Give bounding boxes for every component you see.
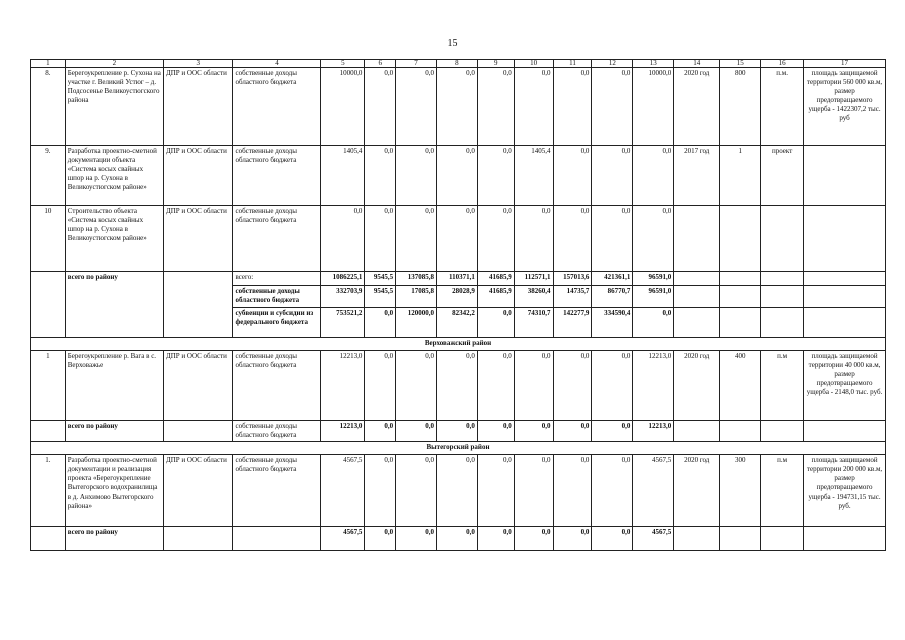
budget-table	[30, 59, 886, 551]
unit: проект	[761, 146, 804, 206]
col-number: 12	[592, 60, 633, 68]
col-number: 2	[65, 60, 163, 68]
capacity: 400	[720, 351, 761, 421]
value-cell: 137085,8	[396, 272, 437, 286]
value-cell: 0,0	[365, 351, 396, 421]
row-number: 8.	[31, 68, 66, 146]
value-cell: 0,0	[396, 146, 437, 206]
district-total-label: всего по району	[65, 527, 163, 551]
completion-year: 2020 год	[674, 455, 720, 527]
value-cell: 0,0	[553, 206, 592, 272]
value-cell: 0,0	[477, 206, 514, 272]
section-title: Вытегорский район	[31, 442, 886, 455]
row-number: 9.	[31, 146, 66, 206]
value-cell: 0,0	[592, 146, 633, 206]
blank-cell	[31, 527, 66, 551]
value-cell: 0,0	[514, 527, 553, 551]
value-cell: 334590,4	[592, 308, 633, 338]
blank-cell	[720, 286, 761, 308]
value-cell: 0,0	[553, 527, 592, 551]
value-cell: 421361,1	[592, 272, 633, 286]
value-cell: 0,0	[365, 421, 396, 442]
value-cell: 10000,0	[633, 68, 674, 146]
value-cell: 0,0	[592, 527, 633, 551]
value-cell: 142277,9	[553, 308, 592, 338]
table-row	[31, 455, 886, 527]
blank-cell	[761, 272, 804, 286]
col-number: 8	[436, 60, 477, 68]
value-cell: 0,0	[396, 68, 437, 146]
value-cell: 0,0	[477, 421, 514, 442]
blank-cell	[720, 308, 761, 338]
value-cell: 0,0	[396, 527, 437, 551]
project-name: Берегоукрепление р. Вага в с. Верховажье	[65, 351, 163, 421]
blank-cell	[674, 308, 720, 338]
value-cell: 1405,4	[321, 146, 365, 206]
value-cell: 9545,5	[365, 272, 396, 286]
effect	[804, 146, 886, 206]
value-cell: 0,0	[436, 527, 477, 551]
value-cell: 0,0	[321, 206, 365, 272]
col-number: 10	[514, 60, 553, 68]
funding-source: собственные доходы областного бюджета	[233, 455, 321, 527]
value-cell: 0,0	[514, 455, 553, 527]
funding-source: собственные доходы областного бюджета	[233, 146, 321, 206]
col-number: 15	[720, 60, 761, 68]
value-cell: 9545,5	[365, 286, 396, 308]
value-cell: 12213,0	[633, 351, 674, 421]
blank-cell	[31, 272, 66, 338]
value-cell: 96591,0	[633, 286, 674, 308]
column-number-row	[31, 60, 886, 68]
value-cell: 0,0	[396, 455, 437, 527]
value-cell: 1086225,1	[321, 272, 365, 286]
blank-cell	[720, 421, 761, 442]
value-cell: 12213,0	[633, 421, 674, 442]
project-name: Берегоукрепление р. Сухона на участке г. Великий Устюг – д. Подсосенье Великоустюгского района	[65, 68, 163, 146]
value-cell: 0,0	[553, 351, 592, 421]
funding-source: собственные доходы областного бюджета	[233, 68, 321, 146]
project-name: Строительство объекта «Система косых свайных шпор на р. Сухона в Великоустюгском районе»	[65, 206, 163, 272]
section-title: Верховажский район	[31, 338, 886, 351]
funding-source: собственные доходы областного бюджета	[233, 351, 321, 421]
funding-source: собственные доходы областного бюджета	[233, 421, 321, 442]
value-cell: 0,0	[514, 421, 553, 442]
value-cell: 120000,0	[396, 308, 437, 338]
col-number: 17	[804, 60, 886, 68]
completion-year: 2020 год	[674, 351, 720, 421]
value-cell: 12213,0	[321, 351, 365, 421]
funding-source: собственные доходы областного бюджета	[233, 286, 321, 308]
value-cell: 0,0	[514, 206, 553, 272]
value-cell: 0,0	[396, 206, 437, 272]
row-number: 1	[31, 351, 66, 421]
effect: площадь защищаемой территории 40 000 кв.м, размер предотвращаемого ущерба - 2148,0 тыс. руб.	[804, 351, 886, 421]
executor: ДПР и ООС области	[163, 206, 233, 272]
table-row	[31, 351, 886, 421]
district-total-label: всего по району	[65, 421, 163, 442]
value-cell: 74310,7	[514, 308, 553, 338]
value-cell: 1405,4	[514, 146, 553, 206]
blank-cell	[163, 421, 233, 442]
executor: ДПР и ООС области	[163, 146, 233, 206]
blank-cell	[163, 527, 233, 551]
effect: площадь защищаемой территории 200 000 кв.м, размер предотвращаемого ущерба - 194731,15 тыс. руб.	[804, 455, 886, 527]
value-cell: 157013,6	[553, 272, 592, 286]
blank-cell	[674, 527, 720, 551]
col-number: 5	[321, 60, 365, 68]
capacity: 1	[720, 146, 761, 206]
district-total-row	[31, 527, 886, 551]
value-cell: 0,0	[592, 455, 633, 527]
executor: ДПР и ООС области	[163, 455, 233, 527]
capacity	[720, 206, 761, 272]
value-cell: 0,0	[436, 455, 477, 527]
blank-cell	[31, 421, 66, 442]
value-cell: 96591,0	[633, 272, 674, 286]
blank-cell	[804, 421, 886, 442]
blank-cell	[761, 421, 804, 442]
value-cell: 0,0	[514, 68, 553, 146]
value-cell: 0,0	[553, 455, 592, 527]
district-total-row	[31, 421, 886, 442]
value-cell: 0,0	[633, 146, 674, 206]
funding-source: собственные доходы областного бюджета	[233, 206, 321, 272]
col-number: 6	[365, 60, 396, 68]
col-number: 7	[396, 60, 437, 68]
effect: площадь защищаемой территории 560 000 кв.м, размер предотвращаемого ущерба - 1422307,2 тыс. руб	[804, 68, 886, 146]
project-name: Разработка проектно-сметной документации объекта «Система косых свайных шпор на р. Сухона в Великоустюгском районе»	[65, 146, 163, 206]
table-row	[31, 206, 886, 272]
value-cell: 0,0	[633, 206, 674, 272]
col-number: 3	[163, 60, 233, 68]
col-number: 9	[477, 60, 514, 68]
value-cell: 0,0	[553, 421, 592, 442]
blank-cell	[720, 272, 761, 286]
value-cell: 0,0	[592, 206, 633, 272]
value-cell: 14735,7	[553, 286, 592, 308]
executor: ДПР и ООС области	[163, 68, 233, 146]
effect	[804, 206, 886, 272]
col-number: 16	[761, 60, 804, 68]
value-cell: 0,0	[477, 308, 514, 338]
value-cell: 0,0	[477, 455, 514, 527]
row-number: 1.	[31, 455, 66, 527]
completion-year: 2020 год	[674, 68, 720, 146]
value-cell: 0,0	[592, 351, 633, 421]
value-cell: 0,0	[592, 421, 633, 442]
value-cell: 0,0	[477, 146, 514, 206]
unit: п.м	[761, 351, 804, 421]
value-cell: 332703,9	[321, 286, 365, 308]
table-row	[31, 68, 886, 146]
col-number: 13	[633, 60, 674, 68]
blank-cell	[674, 286, 720, 308]
blank-cell	[804, 286, 886, 308]
table-row	[31, 146, 886, 206]
blank-cell	[720, 527, 761, 551]
col-number: 14	[674, 60, 720, 68]
value-cell: 0,0	[365, 68, 396, 146]
funding-source: всего:	[233, 272, 321, 286]
district-total-row	[31, 272, 886, 286]
blank-cell	[804, 272, 886, 286]
value-cell: 17085,8	[396, 286, 437, 308]
blank-cell	[804, 308, 886, 338]
value-cell: 112571,1	[514, 272, 553, 286]
value-cell: 0,0	[396, 421, 437, 442]
value-cell: 0,0	[365, 308, 396, 338]
value-cell: 0,0	[514, 351, 553, 421]
value-cell: 0,0	[633, 308, 674, 338]
funding-source: субвенции и субсидии из федерального бюджета	[233, 308, 321, 338]
value-cell: 38260,4	[514, 286, 553, 308]
value-cell: 82342,2	[436, 308, 477, 338]
unit	[761, 206, 804, 272]
completion-year: 2017 год	[674, 146, 720, 206]
value-cell: 10000,0	[321, 68, 365, 146]
value-cell: 0,0	[436, 421, 477, 442]
value-cell: 0,0	[436, 206, 477, 272]
value-cell: 0,0	[553, 68, 592, 146]
value-cell: 41685,9	[477, 272, 514, 286]
blank-cell	[674, 272, 720, 286]
col-number: 1	[31, 60, 66, 68]
col-number: 11	[553, 60, 592, 68]
value-cell: 12213,0	[321, 421, 365, 442]
district-total-label: всего по району	[65, 272, 163, 338]
value-cell: 0,0	[477, 351, 514, 421]
value-cell: 0,0	[365, 455, 396, 527]
value-cell: 4567,5	[321, 455, 365, 527]
project-name: Разработка проектно-сметной документации и реализация проекта «Берегоукрепление Вытегорского водохранилища в д. Анхимово Вытегорского района»	[65, 455, 163, 527]
page-number: 15	[447, 38, 458, 49]
value-cell: 0,0	[592, 68, 633, 146]
value-cell: 0,0	[477, 68, 514, 146]
value-cell: 0,0	[477, 527, 514, 551]
value-cell: 753521,2	[321, 308, 365, 338]
value-cell: 4567,5	[633, 527, 674, 551]
value-cell: 41685,9	[477, 286, 514, 308]
value-cell: 0,0	[436, 351, 477, 421]
value-cell: 0,0	[365, 206, 396, 272]
blank-cell	[761, 527, 804, 551]
value-cell: 0,0	[436, 146, 477, 206]
blank-cell	[233, 527, 321, 551]
value-cell: 0,0	[365, 527, 396, 551]
blank-cell	[674, 421, 720, 442]
blank-cell	[804, 527, 886, 551]
unit: п.м	[761, 455, 804, 527]
completion-year	[674, 206, 720, 272]
capacity: 800	[720, 68, 761, 146]
row-number: 10	[31, 206, 66, 272]
capacity: 300	[720, 455, 761, 527]
col-number: 4	[233, 60, 321, 68]
blank-cell	[761, 308, 804, 338]
blank-cell	[163, 272, 233, 338]
section-heading-row	[31, 338, 886, 351]
value-cell: 4567,5	[321, 527, 365, 551]
value-cell: 86770,7	[592, 286, 633, 308]
value-cell: 0,0	[436, 68, 477, 146]
executor: ДПР и ООС области	[163, 351, 233, 421]
blank-cell	[761, 286, 804, 308]
unit: п.м.	[761, 68, 804, 146]
value-cell: 0,0	[553, 146, 592, 206]
value-cell: 110371,1	[436, 272, 477, 286]
value-cell: 0,0	[396, 351, 437, 421]
section-heading-row	[31, 442, 886, 455]
value-cell: 0,0	[365, 146, 396, 206]
value-cell: 4567,5	[633, 455, 674, 527]
value-cell: 28028,9	[436, 286, 477, 308]
